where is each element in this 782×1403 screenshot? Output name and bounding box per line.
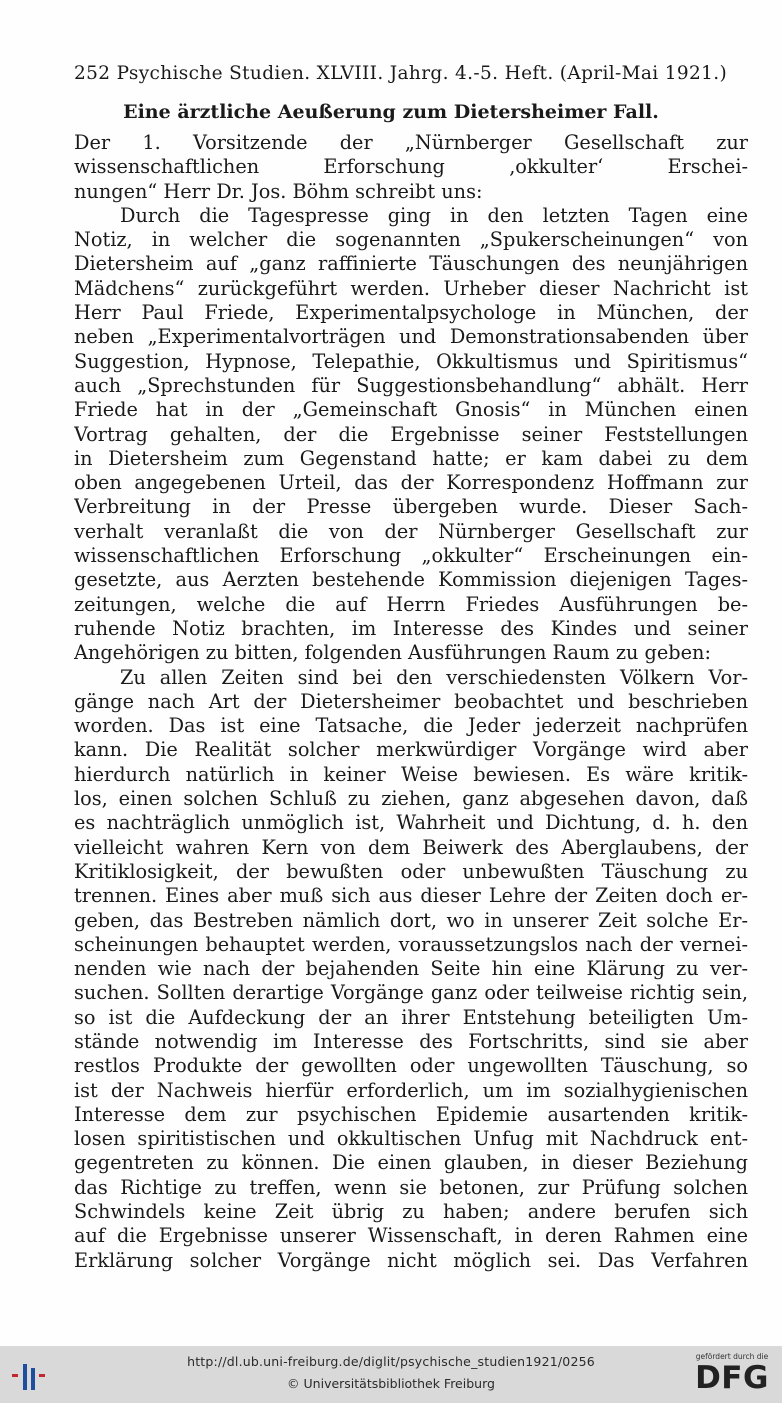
text-line: gesetzte, aus Aerzten bestehende Kommission diejenigen Tages- xyxy=(74,568,748,592)
text-line: auch „Sprechstunden für Suggestionsbehandlung“ abhält. Herr xyxy=(74,373,748,397)
text-line: gänge nach Art der Dietersheimer beobachtet und beschrieben xyxy=(74,689,748,713)
article-title: Eine ärztliche Aeußerung zum Dietersheimer Fall. xyxy=(123,101,659,123)
text-line: oben angegebenen Urteil, das der Korrespondenz Hoffmann zur xyxy=(74,471,748,495)
text-line: wissenschaftlichen Erforschung ‚okkulter‘ Erschei- xyxy=(74,155,748,179)
text-line: Dietersheim auf „ganz raffinierte Täuschungen des neunjährigen xyxy=(74,252,748,276)
text-line: gegentreten zu können. Die einen glauben, in dieser Beziehung xyxy=(74,1151,748,1175)
permalink-url[interactable]: http://dl.ub.uni-freiburg.de/diglit/psychische_studien1921/0256 xyxy=(187,1354,595,1369)
text-line: suchen. Sollten derartige Vorgänge ganz oder teilweise richtig sein, xyxy=(74,981,748,1005)
text-line: trennen. Eines aber muß sich aus dieser Lehre der Zeiten doch er- xyxy=(74,884,748,908)
text-line: stände notwendig im Interesse des Fortschritts, sind sie aber xyxy=(74,1029,748,1053)
sponsor-text: gefördert durch die xyxy=(695,1352,769,1361)
text-line: neben „Experimentalvorträgen und Demonstrationsabenden über xyxy=(74,325,748,349)
text-line: nenden wie nach der bejahenden Seite hin eine Klärung zu ver- xyxy=(74,957,748,981)
text-line: kann. Die Realität solcher merkwürdiger Vorgänge wird aber xyxy=(74,738,748,762)
text-line: auf die Ergebnisse unserer Wissenschaft, in deren Rahmen eine xyxy=(74,1224,748,1248)
running-head: 252 Psychische Studien. XLVIII. Jahrg. 4.-5. Heft. (April-Mai 1921.) xyxy=(74,63,728,84)
text-line: ist der Nachweis hierfür erforderlich, um im sozialhygienischen xyxy=(74,1078,748,1102)
text-line: in Dietersheim zum Gegenstand hatte; er kam dabei zu dem xyxy=(74,446,748,470)
text-line: Notiz, in welcher die sogenannten „Spukerscheinungen“ von xyxy=(74,228,748,252)
text-line: geben, das Bestreben nämlich dort, wo in unserer Zeit solche Er- xyxy=(74,908,748,932)
text-line: zeitungen, welche die auf Herrn Friedes Ausführungen be- xyxy=(74,592,748,616)
text-line: so ist die Aufdeckung der an ihrer Entstehung beteiligten Um- xyxy=(74,1005,748,1029)
dfg-logo[interactable]: DFG xyxy=(695,1360,769,1396)
text-line: losen spiritistischen und okkultischen Unfug mit Nachdruck ent- xyxy=(74,1127,748,1151)
text-line: ruhende Notiz brachten, im Interesse des Kindes und seiner xyxy=(74,616,748,640)
text-line: Kritiklosigkeit, der bewußten oder unbewußten Täuschung zu xyxy=(74,859,748,883)
text-line: wissenschaftlichen Erforschung „okkulter“ Erscheinungen ein- xyxy=(74,544,748,568)
text-line: verhalt veranlaßt die von der Nürnberger Gesellschaft zur xyxy=(74,519,748,543)
viewer-footer xyxy=(0,1346,782,1403)
text-line: Erklärung solcher Vorgänge nicht möglich sei. Das Verfahren xyxy=(74,1248,748,1272)
text-line: das Richtige zu treffen, wenn sie betonen, zur Prüfung solchen xyxy=(74,1175,748,1199)
text-line: Vortrag gehalten, der die Ergebnisse seiner Feststellungen xyxy=(74,422,748,446)
text-line: Herr Paul Friede, Experimentalpsychologe in München, der xyxy=(74,301,748,325)
text-line: los, einen solchen Schluß zu ziehen, ganz abgesehen davon, daß xyxy=(74,787,748,811)
text-line: Interesse dem zur psychischen Epidemie ausartenden kritik- xyxy=(74,1102,748,1126)
text-line: worden. Das ist eine Tatsache, die Jeder jederzeit nachprüfen xyxy=(74,714,748,738)
text-line: Zu allen Zeiten sind bei den verschiedensten Völkern Vor- xyxy=(120,665,748,689)
text-line: Durch die Tagespresse ging in den letzten Tagen eine xyxy=(120,203,748,227)
text-line: nungen“ Herr Dr. Jos. Böhm schreibt uns: xyxy=(74,179,483,203)
copyright-notice: © Universitätsbibliothek Freiburg xyxy=(287,1376,495,1391)
text-line: hierdurch natürlich in keiner Weise bewiesen. Es wäre kritik- xyxy=(74,762,748,786)
text-line: es nachträglich unmöglich ist, Wahrheit und Dichtung, d. h. den xyxy=(74,811,748,835)
text-line: restlos Produkte der gewollten oder ungewollten Täuschung, so xyxy=(74,1054,748,1078)
text-line: Mädchens“ zurückgeführt werden. Urheber dieser Nachricht ist xyxy=(74,276,748,300)
text-line: Angehörigen zu bitten, folgenden Ausführungen Raum zu geben: xyxy=(74,641,711,665)
text-line: Schwindels keine Zeit übrig zu haben; andere berufen sich xyxy=(74,1200,748,1224)
text-line: Verbreitung in der Presse übergeben wurde. Dieser Sach- xyxy=(74,495,748,519)
article-body xyxy=(74,131,748,1273)
text-line: Der 1. Vorsitzende der „Nürnberger Gesellschaft zur xyxy=(74,131,748,154)
text-line: Suggestion, Hypnose, Telepathie, Okkultismus und Spiritismus“ xyxy=(74,349,748,373)
text-line: Friede hat in der „Gemeinschaft Gnosis“ in München einen xyxy=(74,398,748,422)
text-line: vielleicht wahren Kern von dem Beiwerk des Aberglaubens, der xyxy=(74,835,748,859)
text-line: scheinungen behauptet werden, voraussetzungslos nach der vernei- xyxy=(74,932,748,956)
